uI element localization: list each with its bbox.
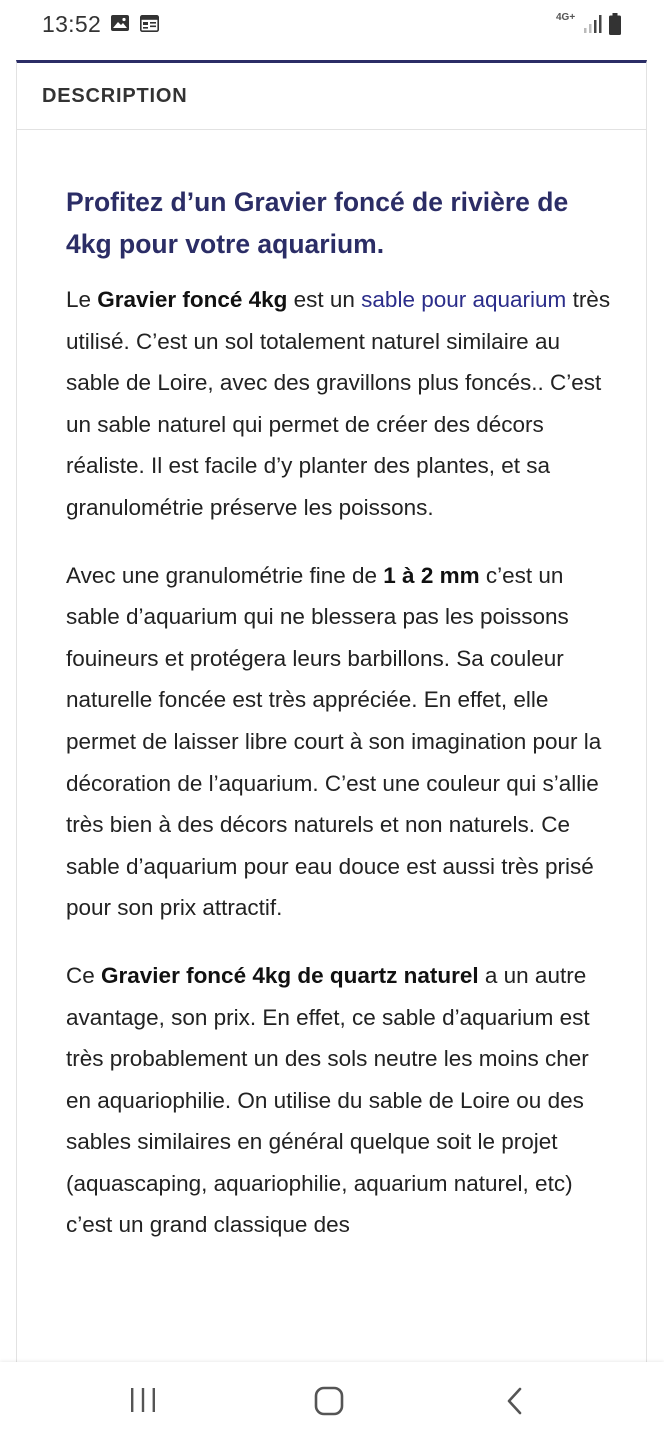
tab-description-label: DESCRIPTION [42,85,188,107]
tab-description[interactable] [17,63,646,130]
back-icon[interactable] [505,1386,525,1416]
text-span: Le [66,287,98,312]
description-heading: Profitez d’un Gravier foncé de rivière de 4kg pour votre aquarium. [66,187,569,259]
text-span: c’est un sable d’aquarium qui ne blessera pas les poissons fouineurs et protégera leurs barbillons. Sa couleur naturelle foncée est très appréciée. En effet, elle permet de laisser libre court à son imagination pour la décoration de l’aquarium. C’est une couleur qui s’allie très bien à des décors naturels et non naturels. Ce sable d’aquarium pour eau douce est aussi très prisé pour son prix attractif. [66,562,602,921]
description-paragraph-3 [66,955,616,1246]
description-paragraph-1 [66,279,616,529]
bold-text: Gravier foncé 4kg de quartz naturel [101,962,479,988]
calendar-icon [140,15,159,32]
text-span: Avec une granulométrie fine de [66,562,384,588]
description-paragraph-2 [66,555,616,929]
status-time: 13:52 [42,11,102,37]
network-4g-icon: 4G+ [556,12,576,23]
text-span: a un autre avantage, son prix. En effet, ce sable d’aquarium est très probablement un des sols neutre les moins cher en aquariophilie. On utilise du sable de Loire ou des sables similaires en général quelque soit le projet (aquascaping, aquariophilie, aquarium naturel, etc) c’est un grand classique des [66,962,590,1238]
description-content [66,181,616,1272]
bold-text: Gravier foncé 4kg [97,287,288,312]
signal-icon [582,14,602,34]
bold-text: 1 à 2 mm [383,562,480,588]
recents-icon[interactable] [129,1386,157,1414]
battery-icon [609,13,621,35]
text-span: Ce [66,962,102,988]
sable-aquarium-link[interactable]: sable pour aquarium [361,287,567,312]
description-panel [16,60,647,1370]
image-icon [111,15,129,31]
status-bar [0,0,664,54]
navigation-bar [0,1362,664,1439]
home-icon[interactable] [314,1386,344,1416]
text-span: est un [287,287,362,312]
text-span: très utilisé. C’est un sol totalement naturel similaire au sable de Loire, avec des gravillons plus foncés.. C’est un sable naturel qui permet de créer des décors réaliste. Il est facile d’y planter des plantes, et sa granulométrie préserve les poissons. [66,287,611,520]
